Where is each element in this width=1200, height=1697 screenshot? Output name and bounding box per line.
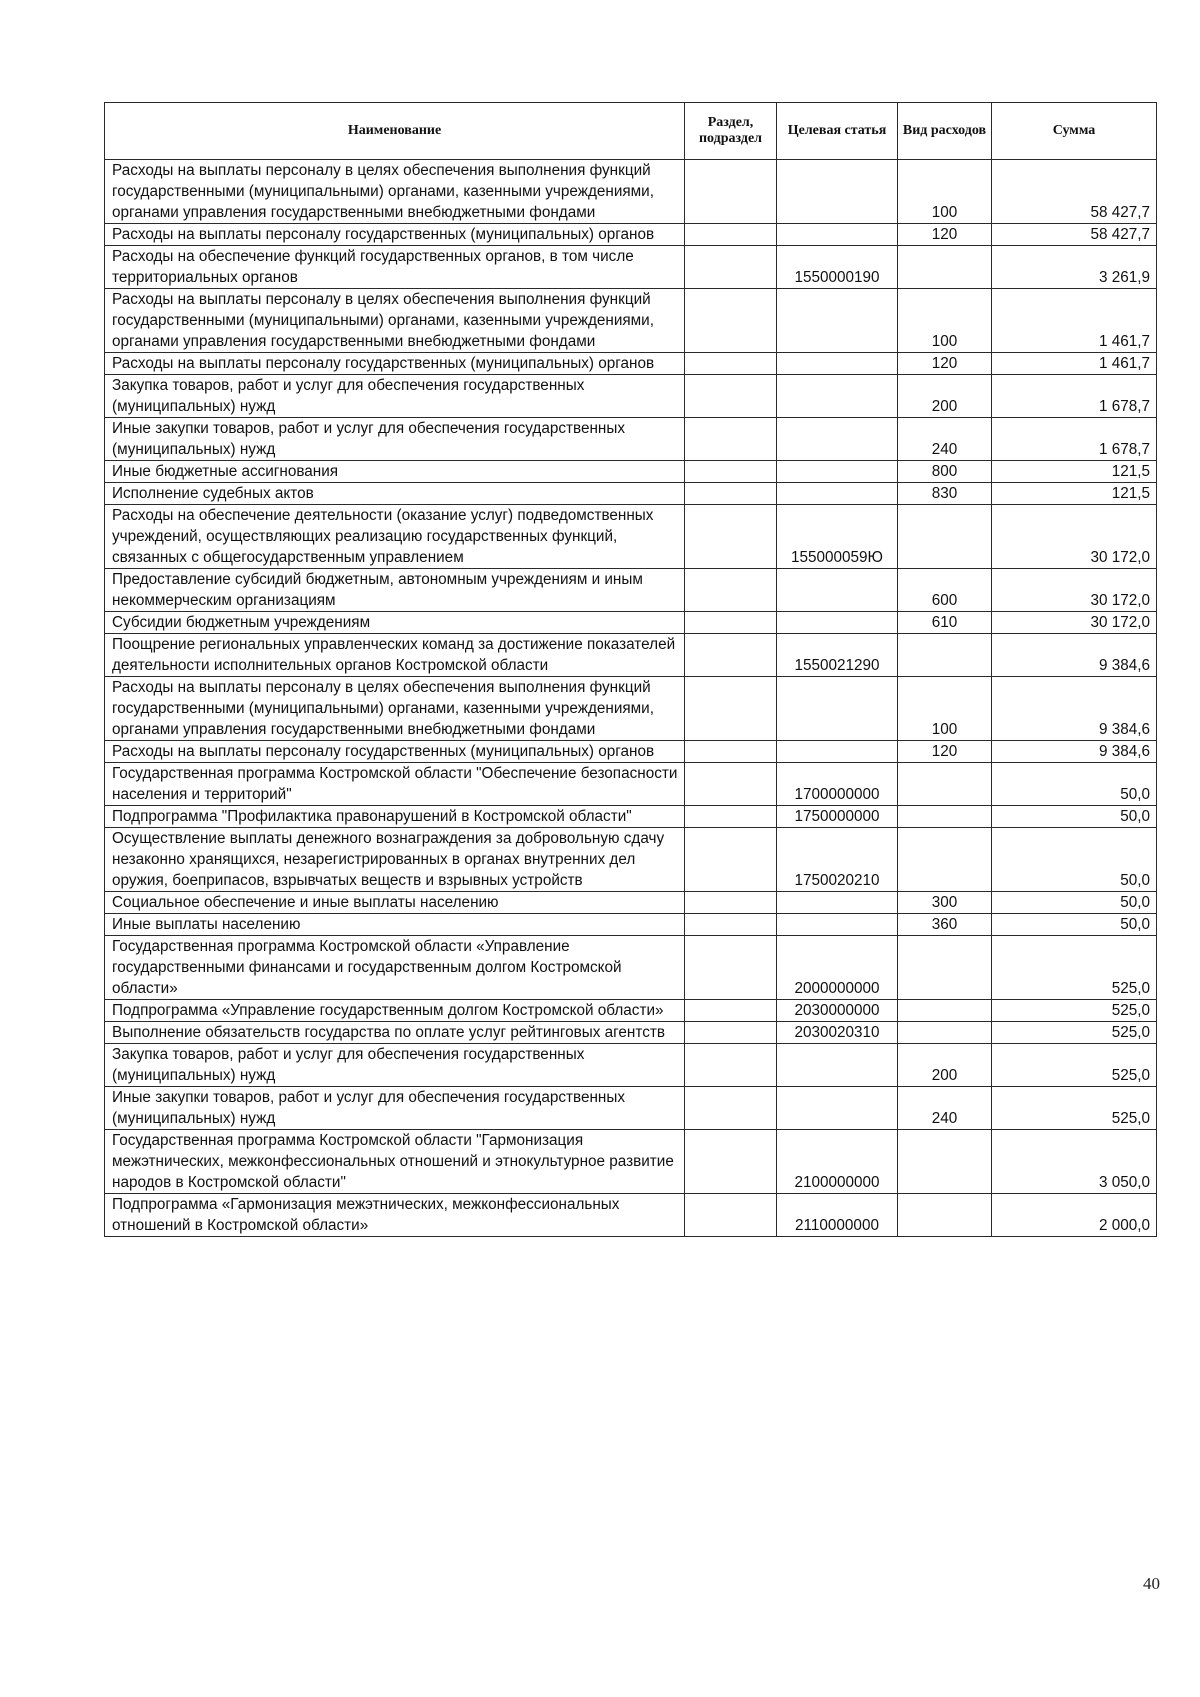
cell-sum: 9 384,6 xyxy=(992,741,1157,763)
table-row xyxy=(105,914,1157,936)
cell-sum: 9 384,6 xyxy=(992,634,1157,677)
cell-expense-kind xyxy=(898,1022,992,1044)
cell-target-code xyxy=(777,483,898,505)
cell-target-code: 1550000190 xyxy=(777,246,898,289)
cell-name: Расходы на выплаты персоналу государственных (муниципальных) органов xyxy=(105,741,685,763)
cell-target-code xyxy=(777,569,898,612)
cell-sum: 9 384,6 xyxy=(992,677,1157,741)
cell-section xyxy=(685,353,777,375)
table-row xyxy=(105,483,1157,505)
cell-section xyxy=(685,224,777,246)
cell-target-code: 1700000000 xyxy=(777,763,898,806)
cell-sum: 525,0 xyxy=(992,1087,1157,1130)
table-row xyxy=(105,677,1157,741)
cell-sum: 50,0 xyxy=(992,914,1157,936)
cell-sum: 3 050,0 xyxy=(992,1130,1157,1194)
table-row xyxy=(105,892,1157,914)
cell-sum: 525,0 xyxy=(992,1022,1157,1044)
cell-name: Поощрение региональных управленческих команд за достижение показателей деятельности исполнительных органов Костромской области xyxy=(105,634,685,677)
cell-sum: 2 000,0 xyxy=(992,1194,1157,1237)
table-row xyxy=(105,569,1157,612)
cell-name: Субсидии бюджетным учреждениям xyxy=(105,612,685,634)
cell-section xyxy=(685,160,777,224)
cell-expense-kind: 600 xyxy=(898,569,992,612)
table-row xyxy=(105,461,1157,483)
cell-expense-kind: 100 xyxy=(898,289,992,353)
cell-section xyxy=(685,741,777,763)
cell-sum: 3 261,9 xyxy=(992,246,1157,289)
cell-sum: 30 172,0 xyxy=(992,612,1157,634)
cell-sum: 50,0 xyxy=(992,828,1157,892)
cell-target-code xyxy=(777,160,898,224)
cell-name: Иные закупки товаров, работ и услуг для обеспечения государственных (муниципальных) нужд xyxy=(105,1087,685,1130)
cell-section xyxy=(685,828,777,892)
table-row xyxy=(105,806,1157,828)
page-number: 40 xyxy=(1143,1574,1160,1593)
table-row xyxy=(105,160,1157,224)
cell-target-code: 2100000000 xyxy=(777,1130,898,1194)
cell-expense-kind xyxy=(898,763,992,806)
cell-expense-kind xyxy=(898,936,992,1000)
cell-section xyxy=(685,1022,777,1044)
cell-sum: 525,0 xyxy=(992,936,1157,1000)
header-name: Наименование xyxy=(105,103,685,160)
cell-sum: 50,0 xyxy=(992,892,1157,914)
cell-name: Расходы на выплаты персоналу государственных (муниципальных) органов xyxy=(105,224,685,246)
cell-expense-kind: 360 xyxy=(898,914,992,936)
cell-expense-kind xyxy=(898,828,992,892)
table-row xyxy=(105,634,1157,677)
cell-name: Исполнение судебных актов xyxy=(105,483,685,505)
cell-target-code xyxy=(777,224,898,246)
table-row xyxy=(105,612,1157,634)
header-target: Целевая статья xyxy=(777,103,898,160)
cell-name: Выполнение обязательств государства по оплате услуг рейтинговых агентств xyxy=(105,1022,685,1044)
cell-sum: 50,0 xyxy=(992,763,1157,806)
cell-name: Расходы на выплаты персоналу государственных (муниципальных) органов xyxy=(105,353,685,375)
header-sum: Сумма xyxy=(992,103,1157,160)
cell-section xyxy=(685,677,777,741)
cell-target-code xyxy=(777,353,898,375)
cell-expense-kind xyxy=(898,806,992,828)
cell-sum: 1 678,7 xyxy=(992,375,1157,418)
table-row xyxy=(105,246,1157,289)
cell-name: Расходы на обеспечение функций государственных органов, в том числе территориальных органов xyxy=(105,246,685,289)
cell-name: Социальное обеспечение и иные выплаты населению xyxy=(105,892,685,914)
table-row xyxy=(105,375,1157,418)
cell-name: Осуществление выплаты денежного вознаграждения за добровольную сдачу незаконно хранящихся, незарегистрированных в органах внутренних дел оружия, боеприпасов, взрывчатых веществ и взрывных устройств xyxy=(105,828,685,892)
cell-name: Государственная программа Костромской области "Гармонизация межэтнических, межконфессиональных отношений и этнокультурное развитие народов в Костромской области" xyxy=(105,1130,685,1194)
cell-expense-kind: 120 xyxy=(898,741,992,763)
table-row xyxy=(105,1087,1157,1130)
cell-sum: 30 172,0 xyxy=(992,505,1157,569)
cell-target-code xyxy=(777,1087,898,1130)
cell-sum: 525,0 xyxy=(992,1044,1157,1087)
cell-target-code xyxy=(777,914,898,936)
cell-expense-kind xyxy=(898,1130,992,1194)
cell-sum: 121,5 xyxy=(992,483,1157,505)
table-row xyxy=(105,353,1157,375)
cell-target-code: 1750020210 xyxy=(777,828,898,892)
cell-target-code: 1550021290 xyxy=(777,634,898,677)
cell-name: Предоставление субсидий бюджетным, автономным учреждениям и иным некоммерческим организациям xyxy=(105,569,685,612)
cell-target-code xyxy=(777,1044,898,1087)
table-row xyxy=(105,418,1157,461)
cell-expense-kind xyxy=(898,505,992,569)
table-row xyxy=(105,763,1157,806)
table-row xyxy=(105,936,1157,1000)
cell-section xyxy=(685,634,777,677)
cell-target-code xyxy=(777,289,898,353)
header-kind: Вид расходов xyxy=(898,103,992,160)
cell-target-code xyxy=(777,741,898,763)
table-row xyxy=(105,505,1157,569)
cell-expense-kind: 120 xyxy=(898,353,992,375)
cell-target-code: 2030000000 xyxy=(777,1000,898,1022)
cell-target-code xyxy=(777,375,898,418)
cell-target-code: 2030020310 xyxy=(777,1022,898,1044)
cell-sum: 50,0 xyxy=(992,806,1157,828)
table-row xyxy=(105,741,1157,763)
cell-section xyxy=(685,1194,777,1237)
header-section: Раздел, подраздел xyxy=(685,103,777,160)
cell-target-code: 1750000000 xyxy=(777,806,898,828)
cell-target-code: 2110000000 xyxy=(777,1194,898,1237)
cell-name: Иные бюджетные ассигнования xyxy=(105,461,685,483)
cell-name: Подпрограмма «Гармонизация межэтнических, межконфессиональных отношений в Костромской области» xyxy=(105,1194,685,1237)
table-row xyxy=(105,224,1157,246)
cell-name: Расходы на выплаты персоналу в целях обеспечения выполнения функций государственными (муниципальными) органами, казенными учреждениями, органами управления государственными внебюджетными фондами xyxy=(105,160,685,224)
table-row xyxy=(105,1022,1157,1044)
cell-name: Закупка товаров, работ и услуг для обеспечения государственных (муниципальных) нужд xyxy=(105,1044,685,1087)
cell-target-code: 2000000000 xyxy=(777,936,898,1000)
cell-expense-kind: 610 xyxy=(898,612,992,634)
cell-expense-kind: 100 xyxy=(898,160,992,224)
cell-section xyxy=(685,806,777,828)
cell-expense-kind: 100 xyxy=(898,677,992,741)
cell-section xyxy=(685,612,777,634)
cell-section xyxy=(685,763,777,806)
cell-expense-kind xyxy=(898,1194,992,1237)
cell-section xyxy=(685,505,777,569)
table-row xyxy=(105,1000,1157,1022)
cell-section xyxy=(685,246,777,289)
cell-name: Государственная программа Костромской области "Обеспечение безопасности населения и территорий" xyxy=(105,763,685,806)
cell-section xyxy=(685,1000,777,1022)
table-row xyxy=(105,1130,1157,1194)
table-row xyxy=(105,828,1157,892)
cell-sum: 1 461,7 xyxy=(992,289,1157,353)
cell-sum: 30 172,0 xyxy=(992,569,1157,612)
cell-sum: 1 461,7 xyxy=(992,353,1157,375)
cell-sum: 1 678,7 xyxy=(992,418,1157,461)
cell-sum: 58 427,7 xyxy=(992,160,1157,224)
table-row xyxy=(105,1194,1157,1237)
cell-expense-kind: 830 xyxy=(898,483,992,505)
cell-section xyxy=(685,892,777,914)
cell-target-code xyxy=(777,612,898,634)
cell-target-code: 155000059Ю xyxy=(777,505,898,569)
cell-target-code xyxy=(777,677,898,741)
table-body xyxy=(105,160,1157,1237)
cell-expense-kind: 200 xyxy=(898,1044,992,1087)
cell-target-code xyxy=(777,418,898,461)
cell-expense-kind xyxy=(898,634,992,677)
table-row xyxy=(105,289,1157,353)
cell-name: Подпрограмма «Управление государственным долгом Костромской области» xyxy=(105,1000,685,1022)
cell-name: Иные выплаты населению xyxy=(105,914,685,936)
table-header-row xyxy=(105,103,1157,160)
cell-section xyxy=(685,1087,777,1130)
cell-section xyxy=(685,483,777,505)
cell-name: Расходы на выплаты персоналу в целях обеспечения выполнения функций государственными (муниципальными) органами, казенными учреждениями, органами управления государственными внебюджетными фондами xyxy=(105,289,685,353)
table-row xyxy=(105,1044,1157,1087)
budget-table xyxy=(104,102,1157,1237)
cell-section xyxy=(685,375,777,418)
cell-name: Закупка товаров, работ и услуг для обеспечения государственных (муниципальных) нужд xyxy=(105,375,685,418)
cell-section xyxy=(685,461,777,483)
cell-expense-kind xyxy=(898,246,992,289)
cell-name: Подпрограмма "Профилактика правонарушений в Костромской области" xyxy=(105,806,685,828)
cell-section xyxy=(685,1130,777,1194)
cell-expense-kind xyxy=(898,1000,992,1022)
cell-section xyxy=(685,418,777,461)
cell-sum: 121,5 xyxy=(992,461,1157,483)
cell-section xyxy=(685,936,777,1000)
cell-expense-kind: 300 xyxy=(898,892,992,914)
cell-section xyxy=(685,1044,777,1087)
cell-expense-kind: 120 xyxy=(898,224,992,246)
cell-target-code xyxy=(777,892,898,914)
cell-expense-kind: 240 xyxy=(898,1087,992,1130)
cell-name: Расходы на выплаты персоналу в целях обеспечения выполнения функций государственными (муниципальными) органами, казенными учреждениями, органами управления государственными внебюджетными фондами xyxy=(105,677,685,741)
cell-section xyxy=(685,914,777,936)
cell-expense-kind: 800 xyxy=(898,461,992,483)
cell-sum: 58 427,7 xyxy=(992,224,1157,246)
cell-section xyxy=(685,569,777,612)
cell-name: Расходы на обеспечение деятельности (оказание услуг) подведомственных учреждений, осуществляющих реализацию государственных функций, связанных с общегосударственным управлением xyxy=(105,505,685,569)
cell-expense-kind: 200 xyxy=(898,375,992,418)
cell-expense-kind: 240 xyxy=(898,418,992,461)
cell-name: Государственная программа Костромской области «Управление государственными финансами и государственным долгом Костромской области» xyxy=(105,936,685,1000)
cell-section xyxy=(685,289,777,353)
cell-sum: 525,0 xyxy=(992,1000,1157,1022)
cell-target-code xyxy=(777,461,898,483)
cell-name: Иные закупки товаров, работ и услуг для обеспечения государственных (муниципальных) нужд xyxy=(105,418,685,461)
